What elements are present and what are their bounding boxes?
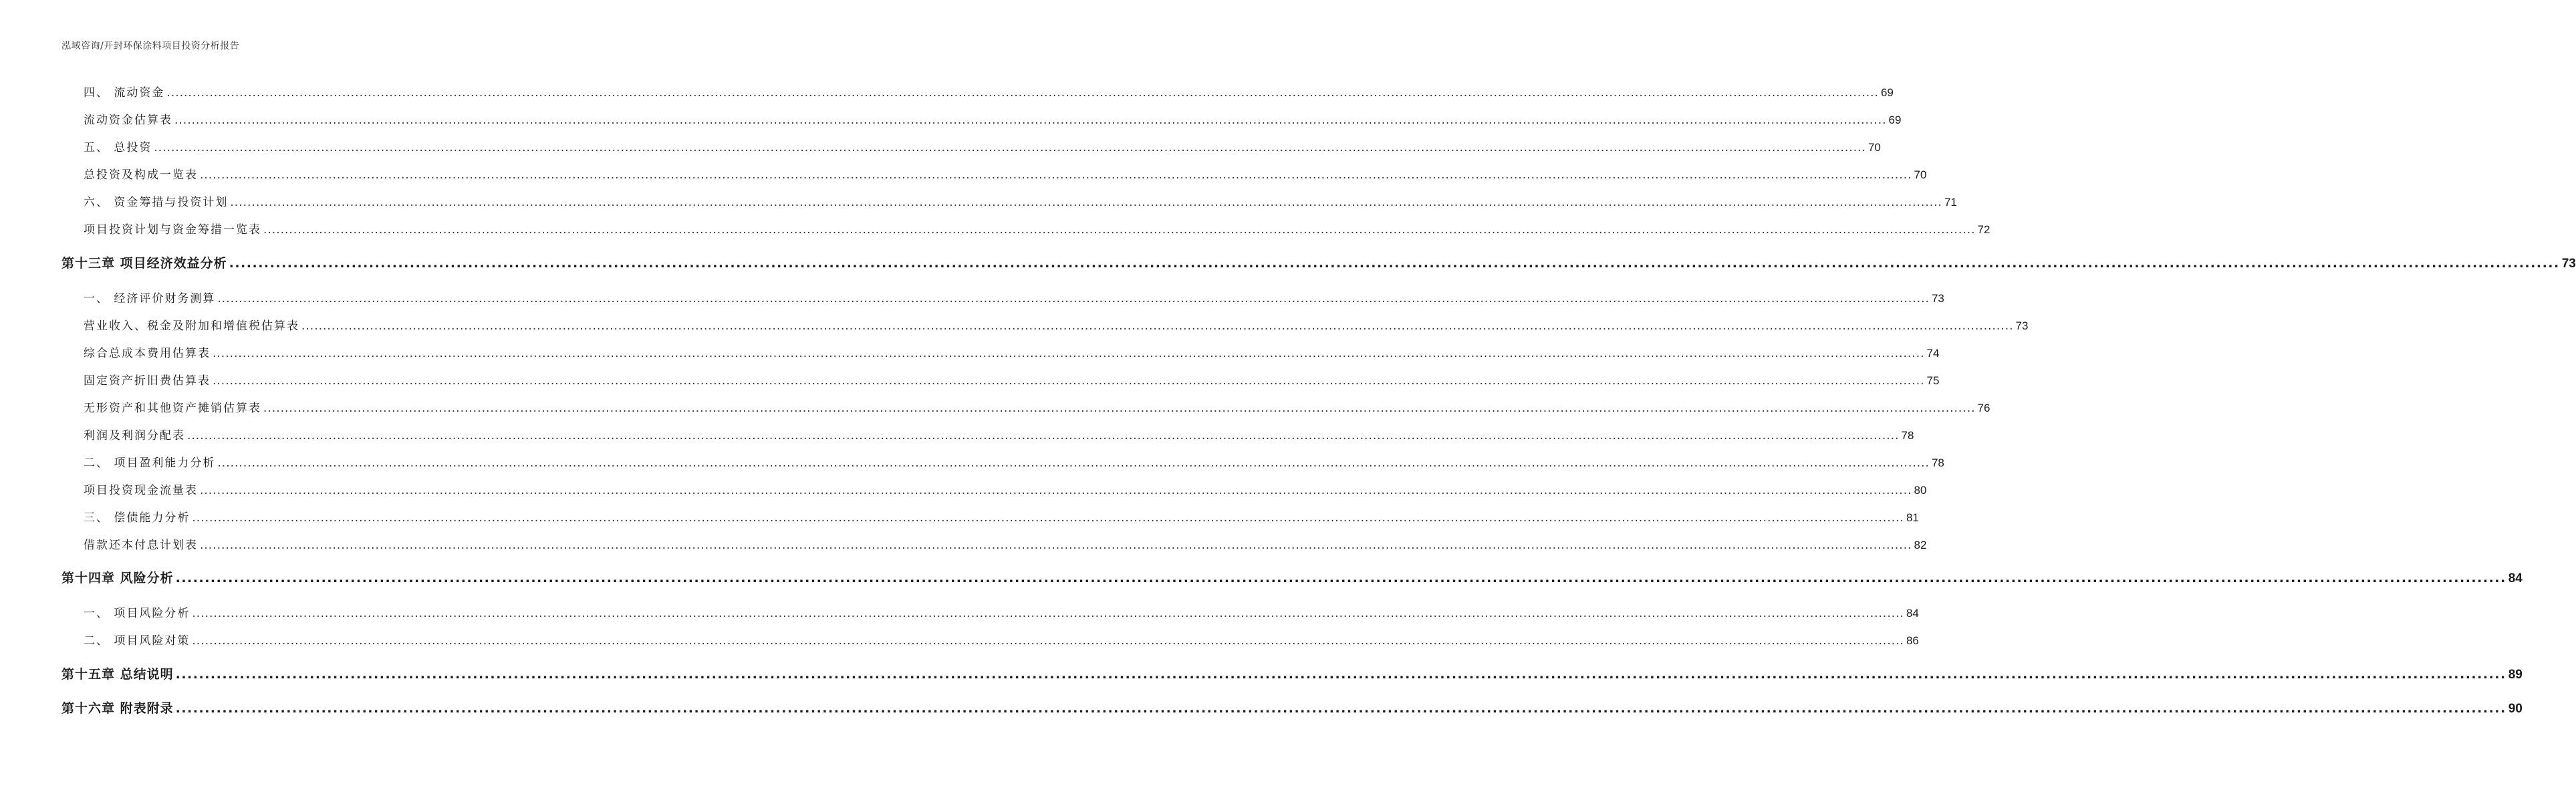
toc-leader-dots: ................................................................................................................................................................................................................................................................................................................................................................................................................	[230, 196, 1942, 209]
toc-entry-page: 72	[1977, 223, 1990, 236]
toc-leader-dots: ................................................................................................................................................................................................................................................................................................................................................................................................................	[229, 256, 2560, 271]
toc-leader-dots: ................................................................................................................................................................................................................................................................................................................................................................................................................	[213, 374, 1925, 388]
toc-entry-title: 第十六章 附表附录	[61, 701, 174, 716]
toc-entry-page: 70	[1914, 168, 1927, 181]
toc-entry[interactable]	[84, 110, 1902, 127]
toc-leader-dots: ................................................................................................................................................................................................................................................................................................................................................................................................................	[187, 429, 1900, 442]
toc-entry-page: 73	[1931, 292, 1944, 305]
toc-entry-page: 78	[1901, 429, 1914, 442]
toc-entry-title: 借款还本付息计划表	[84, 539, 198, 552]
toc-entry[interactable]	[84, 398, 1990, 415]
toc-leader-dots: ................................................................................................................................................................................................................................................................................................................................................................................................................	[200, 484, 1912, 497]
toc-leader-dots: ................................................................................................................................................................................................................................................................................................................................................................................................................	[263, 402, 1976, 415]
toc-entry-title: 综合总成本费用估算表	[84, 347, 211, 360]
toc-chapter-entry[interactable]	[61, 568, 2523, 586]
toc-entry-page: 90	[2508, 702, 2523, 716]
toc-entry-page: 78	[1931, 456, 1944, 469]
toc-entry-title: 一、 经济评价财务测算	[84, 292, 216, 305]
toc-entry-title: 第十五章 总结说明	[61, 667, 174, 682]
toc-entry-page: 80	[1914, 484, 1927, 497]
toc-entry-title: 六、 资金筹措与投资计划	[84, 196, 229, 209]
toc-leader-dots: ................................................................................................................................................................................................................................................................................................................................................................................................................	[174, 114, 1887, 127]
toc-entry-page: 70	[1867, 141, 1881, 154]
toc-entry[interactable]	[84, 192, 1957, 209]
toc-leader-dots: ................................................................................................................................................................................................................................................................................................................................................................................................................	[166, 86, 1879, 100]
toc-entry[interactable]	[84, 535, 1927, 552]
toc-leader-dots: ................................................................................................................................................................................................................................................................................................................................................................................................................	[200, 539, 1912, 552]
toc-leader-dots: ................................................................................................................................................................................................................................................................................................................................................................................................................	[154, 141, 1866, 154]
toc-entry-title: 三、 偿债能力分析	[84, 511, 190, 525]
toc-entry-page: 73	[2561, 257, 2576, 271]
toc-entry[interactable]	[84, 316, 2029, 333]
toc-chapter-entry[interactable]	[61, 253, 2576, 271]
toc-leader-dots: ................................................................................................................................................................................................................................................................................................................................................................................................................	[192, 607, 1904, 620]
toc-entry[interactable]	[84, 371, 1940, 388]
toc-entry-title: 项目投资现金流量表	[84, 484, 198, 497]
toc-entry-title: 五、 总投资	[84, 141, 152, 154]
toc-entry-page: 82	[1914, 539, 1927, 551]
toc-entry-page: 69	[1880, 86, 1894, 99]
toc-leader-dots: ................................................................................................................................................................................................................................................................................................................................................................................................................	[213, 347, 1925, 360]
toc-entry-page: 86	[1906, 634, 1919, 647]
toc-leader-dots: ................................................................................................................................................................................................................................................................................................................................................................................................................	[217, 292, 1930, 305]
toc-entry-title: 利润及利润分配表	[84, 429, 185, 442]
toc-entry-title: 一、 项目风险分析	[84, 607, 190, 620]
toc-entry-page: 69	[1888, 114, 1902, 126]
toc-entry[interactable]	[84, 165, 1927, 182]
toc-entry[interactable]	[84, 220, 1990, 237]
toc-entry[interactable]	[84, 289, 1944, 305]
toc-leader-dots: ................................................................................................................................................................................................................................................................................................................................................................................................................	[301, 319, 2014, 333]
toc-leader-dots: ................................................................................................................................................................................................................................................................................................................................................................................................................	[175, 571, 2506, 585]
toc-leader-dots: ................................................................................................................................................................................................................................................................................................................................................................................................................	[217, 456, 1930, 470]
toc-leader-dots: ................................................................................................................................................................................................................................................................................................................................................................................................................	[263, 223, 1976, 237]
toc-entry-title: 流动资金估算表	[84, 114, 172, 127]
toc-entry-title: 总投资及构成一览表	[84, 168, 198, 182]
toc-entry[interactable]	[84, 481, 1927, 497]
toc-entry[interactable]	[84, 604, 1919, 620]
toc-entry-page: 84	[1906, 607, 1919, 620]
page-header: 泓域咨询/开封环保涂料项目投资分析报告	[61, 41, 240, 51]
toc-entry[interactable]	[84, 426, 1914, 442]
toc-leader-dots: ................................................................................................................................................................................................................................................................................................................................................................................................................	[175, 667, 2506, 682]
toc-entry-title: 无形资产和其他资产摊销估算表	[84, 402, 261, 415]
toc-leader-dots: ................................................................................................................................................................................................................................................................................................................................................................................................................	[175, 701, 2506, 716]
toc-entry[interactable]	[84, 508, 1919, 525]
toc-entry[interactable]	[84, 83, 1894, 100]
toc-entry-page: 89	[2508, 668, 2523, 682]
toc-entry-title: 固定资产折旧费估算表	[84, 374, 211, 388]
toc-entry-page: 71	[1944, 196, 1957, 209]
toc-entry-title: 项目投资计划与资金筹措一览表	[84, 223, 261, 237]
toc-leader-dots: ................................................................................................................................................................................................................................................................................................................................................................................................................	[192, 634, 1904, 648]
toc-leader-dots: ................................................................................................................................................................................................................................................................................................................................................................................................................	[200, 168, 1912, 182]
toc-entry-title: 四、 流动资金	[84, 86, 165, 100]
toc-entry-page: 76	[1977, 402, 1990, 414]
toc-leader-dots: ................................................................................................................................................................................................................................................................................................................................................................................................................	[192, 511, 1904, 525]
toc-entry[interactable]	[84, 344, 1940, 360]
toc-entry-title: 二、 项目盈利能力分析	[84, 456, 216, 470]
toc-entry-title: 营业收入、税金及附加和增值税估算表	[84, 319, 299, 333]
toc-chapter-entry[interactable]	[61, 664, 2523, 682]
toc-entry[interactable]	[84, 631, 1919, 648]
toc-entry-page: 74	[1926, 347, 1940, 360]
toc-chapter-entry[interactable]	[61, 698, 2523, 716]
toc-entry[interactable]	[84, 138, 1881, 154]
toc-entry-title: 第十三章 项目经济效益分析	[61, 256, 227, 271]
toc-entry-title: 第十四章 风险分析	[61, 571, 174, 585]
toc-entry-page: 84	[2508, 571, 2523, 585]
toc-entry[interactable]	[84, 453, 1944, 470]
toc-entry-page: 73	[2015, 319, 2029, 332]
toc-entry-page: 75	[1926, 374, 1940, 387]
toc-entry-title: 二、 项目风险对策	[84, 634, 190, 648]
toc-entry-page: 81	[1906, 511, 1919, 524]
